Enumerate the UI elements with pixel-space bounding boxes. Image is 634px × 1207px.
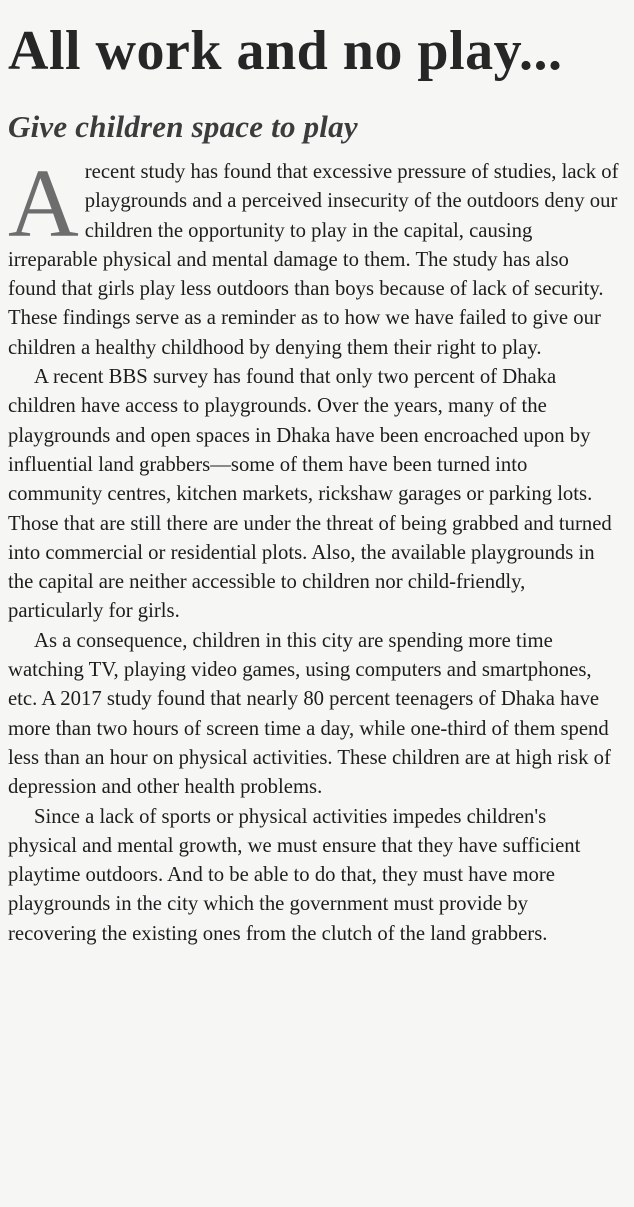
paragraph-2: A recent BBS survey has found that only two percent of Dhaka children have access to playgrounds. Over the years, many of the playgrounds and open spaces in Dhaka have been encroached upon by influential land grabbers—some of them have been turned into community centres, kitchen markets, rickshaw garages or parking lots. Those that are still there are under the threat of being grabbed and turned into commercial or residential plots. Also, the available playgrounds in the capital are neither accessible to children nor child-friendly, particularly for girls. (8, 366, 612, 623)
article-body (8, 150, 620, 949)
paragraph-3: As a consequence, children in this city are spending more time watching TV, playing video games, using computers and smartphones, etc. A 2017 study found that nearly 80 percent teenagers of Dhaka have more than two hours of screen time a day, while one-third of them spend less than an hour on physical activities. These children are at high risk of depression and other health problems. (8, 629, 611, 799)
paragraph-1-text: recent study has found that excessive pressure of studies, lack of playgrounds and a perceived insecurity of the outdoors deny our children the opportunity to play in the capital, causing irreparable physical and mental damage to them. The study has also found that girls play less outdoors than boys because of lack of security. These findings serve as a reminder as to how we have failed to give our children a healthy childhood by denying them their right to play. (8, 161, 619, 359)
subhead: Give children space to play (8, 109, 358, 144)
drop-cap: A (8, 150, 79, 258)
headline: All work and no play... (8, 20, 563, 82)
paragraph-1 (8, 150, 620, 363)
paragraph-4: Since a lack of sports or physical activities impedes children's physical and mental growth, we must ensure that they have sufficient playtime outdoors. And to be able to do that, they must have more playgrounds in the city which the government must provide by recovering the existing ones from the clutch of the land grabbers. (8, 805, 581, 945)
